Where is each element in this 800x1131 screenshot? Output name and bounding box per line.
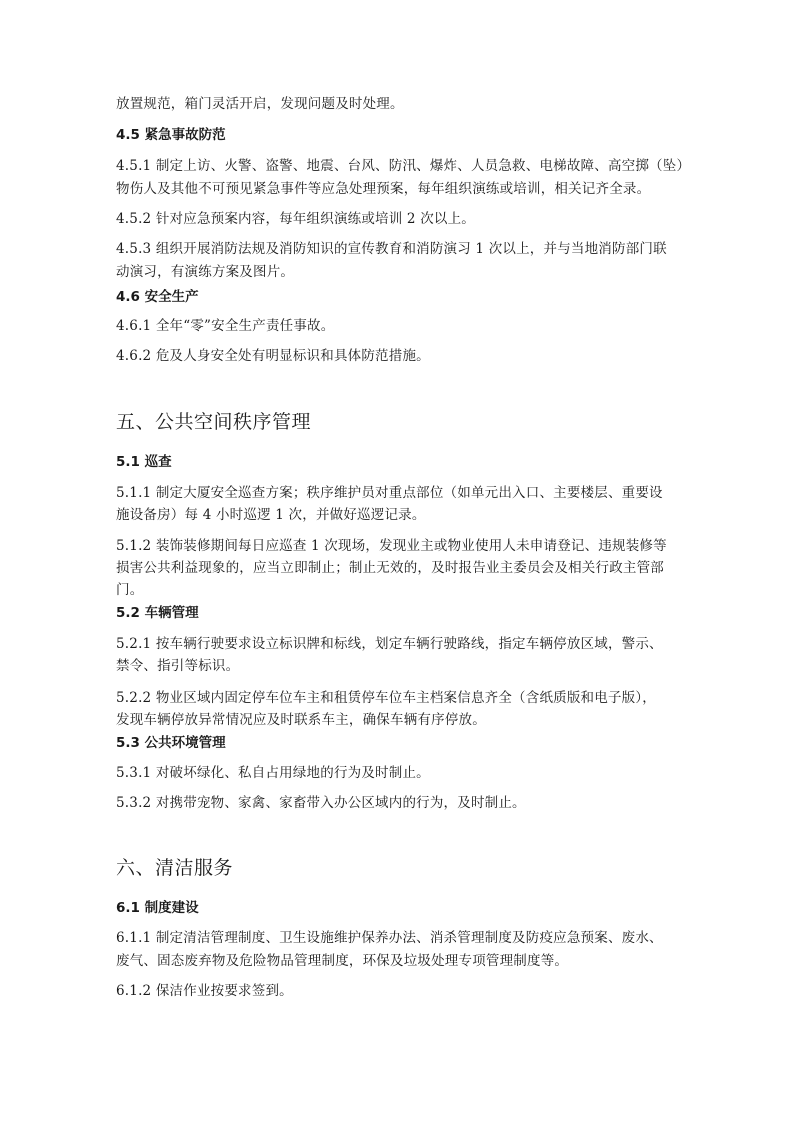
section-heading-6-1: 6.1 制度建设 bbox=[116, 900, 199, 916]
paragraph-4-5-3-line1: 4.5.3 组织开展消防法规及消防知识的宣传教育和消防演习 1 次以上，并与当地消防部门联 bbox=[116, 241, 667, 257]
paragraph-4-6-2: 4.6.2 危及人身安全处有明显标识和具体防范措施。 bbox=[116, 348, 430, 364]
paragraph-5-2-1-line1: 5.2.1 按车辆行驶要求设立标识牌和标线，划定车辆行驶路线，指定车辆停放区域，警示、 bbox=[116, 636, 663, 652]
paragraph-5-1-2-line3: 门。 bbox=[116, 582, 144, 598]
paragraph-6-1-2: 6.1.2 保洁作业按要求签到。 bbox=[116, 983, 293, 999]
paragraph-5-1-2-line1: 5.1.2 装饰装修期间每日应巡查 1 次现场，发现业主或物业使用人未申请登记、违规装修等 bbox=[116, 538, 667, 554]
intro-paragraph: 放置规范，箱门灵活开启，发现问题及时处理。 bbox=[116, 96, 404, 112]
section-heading-5-2: 5.2 车辆管理 bbox=[116, 605, 199, 621]
paragraph-5-1-1-line2: 施设备房）每 4 小时巡逻 1 次，并做好巡逻记录。 bbox=[116, 507, 426, 523]
paragraph-4-5-1-line2: 物伤人及其他不可预见紧急事件等应急处理预案，每年组织演练或培训，相关记齐全录。 bbox=[116, 181, 651, 197]
paragraph-6-1-1-line2: 废气、固态废弃物及危险物品管理制度，环保及垃圾处理专项管理制度等。 bbox=[116, 953, 569, 969]
paragraph-4-5-3-line2: 动演习，有演练方案及图片。 bbox=[116, 264, 295, 280]
chapter-title-6: 六、清洁服务 bbox=[116, 857, 234, 879]
paragraph-5-1-2-line2: 损害公共利益现象的，应当立即制止；制止无效的，及时报告业主委员会及相关行政主管部 bbox=[116, 560, 664, 576]
section-heading-4-5: 4.5 紧急事故防范 bbox=[116, 127, 226, 143]
paragraph-4-6-1: 4.6.1 全年“零”安全生产责任事故。 bbox=[116, 318, 335, 334]
paragraph-4-5-1-line1: 4.5.1 制定上访、火警、盗警、地震、台风、防汛、爆炸、人员急救、电梯故障、高空掷（坠） bbox=[116, 158, 691, 174]
paragraph-5-2-1-line2: 禁令、指引等标识。 bbox=[116, 658, 240, 674]
paragraph-5-2-2-line1: 5.2.2 物业区域内固定停车位车主和租赁停车位车主档案信息齐全（含纸质版和电子版）， bbox=[116, 690, 656, 706]
paragraph-5-3-1: 5.3.1 对破坏绿化、私自占用绿地的行为及时制止。 bbox=[116, 765, 430, 781]
paragraph-4-5-2: 4.5.2 针对应急预案内容，每年组织演练或培训 2 次以上。 bbox=[116, 211, 476, 227]
section-heading-5-3: 5.3 公共环境管理 bbox=[116, 735, 226, 751]
paragraph-5-1-1-line1: 5.1.1 制定大厦安全巡查方案；秩序维护员对重点部位（如单元出入口、主要楼层、重要设 bbox=[116, 485, 663, 501]
paragraph-5-3-2: 5.3.2 对携带宠物、家禽、家畜带入办公区域内的行为，及时制止。 bbox=[116, 795, 526, 811]
paragraph-6-1-1-line1: 6.1.1 制定清洁管理制度、卫生设施维护保养办法、消杀管理制度及防疫应急预案、废水、 bbox=[116, 930, 663, 946]
section-heading-4-6: 4.6 安全生产 bbox=[116, 289, 199, 305]
paragraph-5-2-2-line2: 发现车辆停放异常情况应及时联系车主，确保车辆有序停放。 bbox=[116, 712, 486, 728]
section-heading-5-1: 5.1 巡查 bbox=[116, 454, 172, 470]
chapter-title-5: 五、公共空间秩序管理 bbox=[116, 411, 312, 433]
